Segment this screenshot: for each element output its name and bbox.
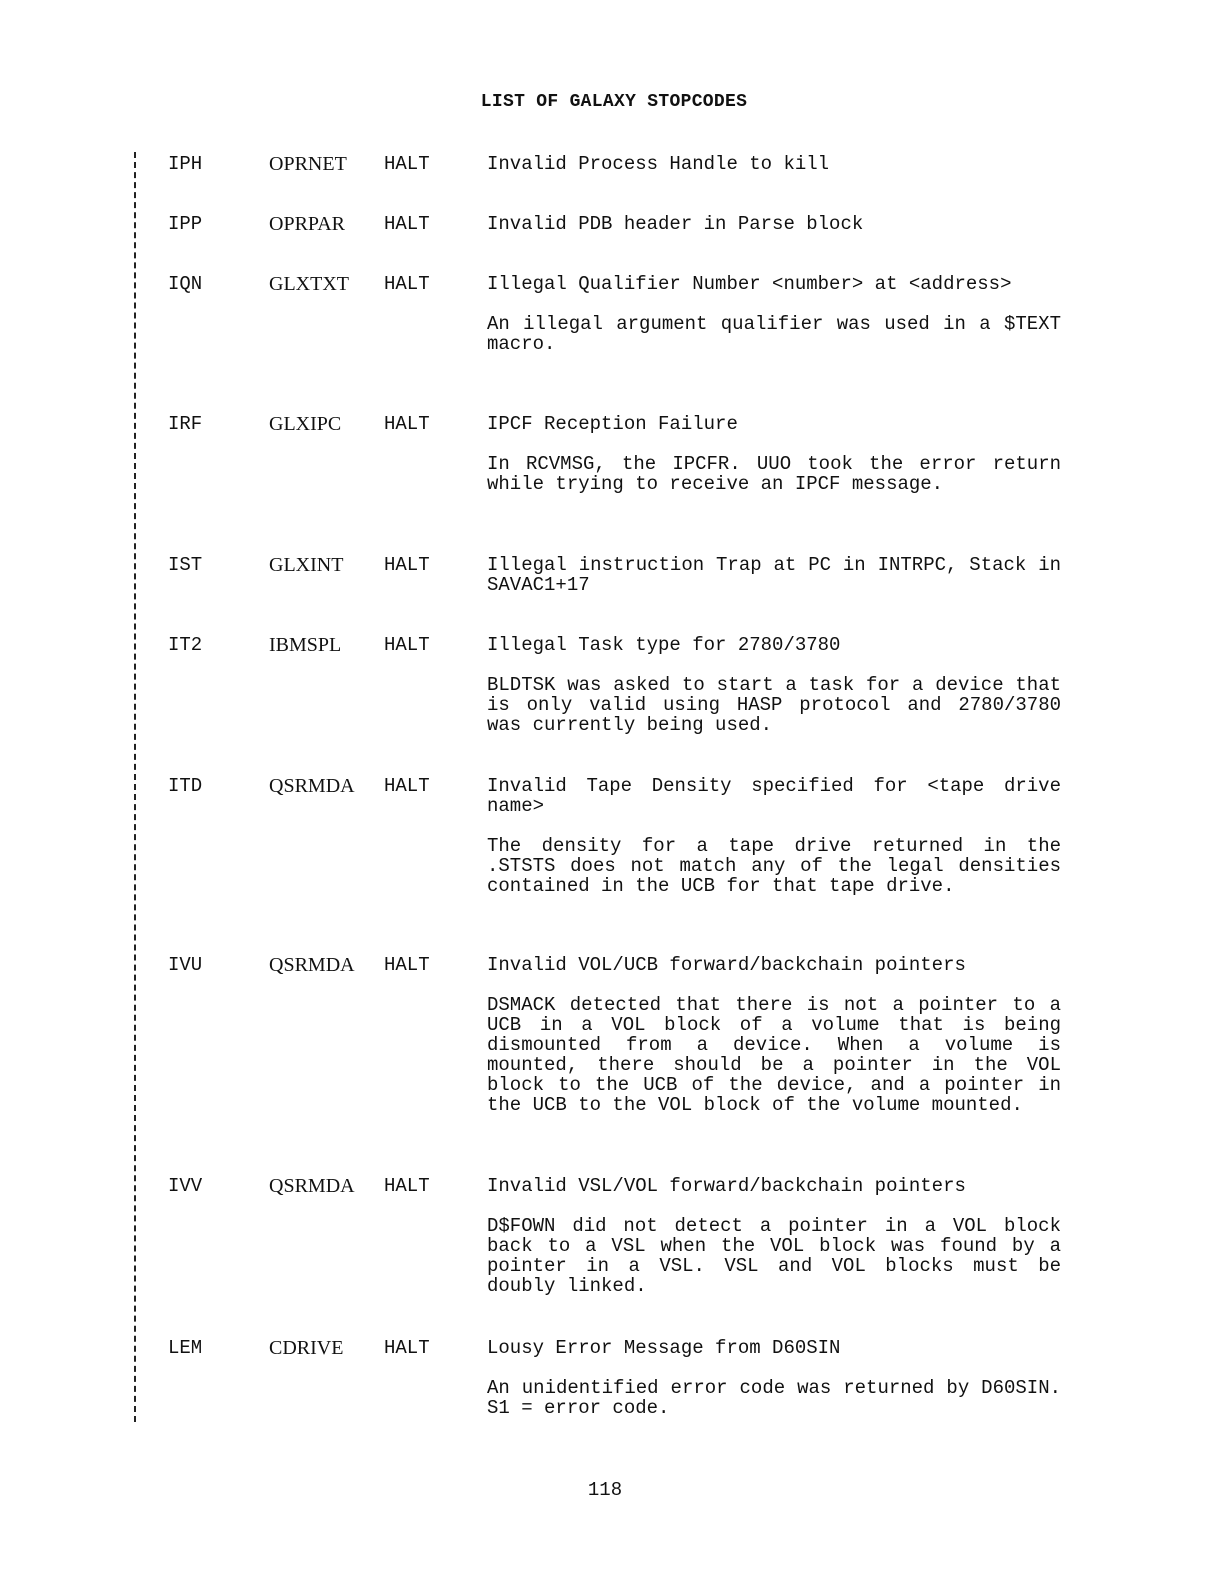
- stopcode-description: [487, 555, 1061, 595]
- description-paragraph: Invalid PDB header in Parse block: [487, 213, 864, 235]
- description-paragraph: Illegal Qualifier Number <number> at <address>: [487, 273, 1012, 295]
- description-paragraph: D$FOWN did not detect a pointer in a VOL block back to a VSL when the VOL block was found by a pointer in a VSL. VSL and VOL blocks must be doubly linked.: [487, 1215, 1061, 1297]
- description-paragraph: Invalid Tape Density specified for <tape drive name>: [487, 775, 1061, 817]
- description-paragraph: The density for a tape drive returned in the .STSTS does not match any of the legal densities contained in the UCB for that tape drive.: [487, 835, 1061, 897]
- stopcode-module: GLXINT: [269, 554, 344, 576]
- stopcode-action: HALT: [384, 1175, 430, 1197]
- description-paragraph: Illegal Task type for 2780/3780: [487, 634, 841, 656]
- description-paragraph: DSMACK detected that there is not a pointer to a UCB in a VOL block of a volume that is being dismounted from a device. When a volume is mounted, there should be a pointer in the VOL block to the UCB of the device, and a pointer in the UCB to the VOL block of the volume mounted.: [487, 994, 1061, 1116]
- description-paragraph: In RCVMSG, the IPCFR. UUO took the error return while trying to receive an IPCF message.: [487, 453, 1061, 495]
- description-paragraph: Invalid Process Handle to kill: [487, 153, 830, 175]
- stopcode-module: QSRMDA: [269, 1175, 355, 1197]
- stopcode-action: HALT: [384, 954, 430, 976]
- stopcode-module: CDRIVE: [269, 1337, 344, 1359]
- stopcode-action: HALT: [384, 554, 430, 576]
- stopcode-code: IRF: [168, 413, 203, 435]
- stopcode-action: HALT: [384, 213, 430, 235]
- stopcode-code: IST: [168, 554, 203, 576]
- stopcode-code: IPH: [168, 153, 203, 175]
- description-paragraph: Invalid VSL/VOL forward/backchain pointers: [487, 1175, 966, 1197]
- stopcode-action: HALT: [384, 153, 430, 175]
- change-bar: [134, 152, 136, 1422]
- page-title: LIST OF GALAXY STOPCODES: [480, 92, 748, 112]
- page-number: 118: [587, 1479, 623, 1501]
- description-paragraph: IPCF Reception Failure: [487, 413, 738, 435]
- stopcode-code: IVV: [168, 1175, 203, 1197]
- description-paragraph: BLDTSK was asked to start a task for a device that is only valid using HASP protocol and 2780/3780 was currently being used.: [487, 674, 1061, 736]
- stopcode-action: HALT: [384, 634, 430, 656]
- stopcode-action: HALT: [384, 413, 430, 435]
- description-paragraph: An illegal argument qualifier was used in a $TEXT macro.: [487, 313, 1061, 355]
- stopcode-description: [487, 1176, 1061, 1296]
- stopcode-module: GLXIPC: [269, 413, 342, 435]
- description-paragraph: An unidentified error code was returned by D60SIN. S1 = error code.: [487, 1377, 1061, 1419]
- stopcode-description: [487, 1338, 1061, 1418]
- stopcode-code: IVU: [168, 954, 203, 976]
- description-paragraph: Invalid VOL/UCB forward/backchain pointers: [487, 954, 966, 976]
- stopcode-code: IPP: [168, 213, 203, 235]
- stopcode-description: [487, 776, 1061, 896]
- stopcode-module: QSRMDA: [269, 954, 355, 976]
- stopcode-module: IBMSPL: [269, 634, 342, 656]
- stopcode-code: IT2: [168, 634, 203, 656]
- stopcode-module: GLXTXT: [269, 273, 349, 295]
- stopcode-action: HALT: [384, 273, 430, 295]
- description-paragraph: Illegal instruction Trap at PC in INTRPC, Stack in SAVAC1+17: [487, 554, 1061, 596]
- stopcode-description: [487, 214, 1061, 234]
- stopcode-module: OPRNET: [269, 153, 347, 175]
- stopcode-description: [487, 414, 1061, 494]
- stopcode-code: ITD: [168, 775, 203, 797]
- stopcode-description: [487, 154, 1061, 174]
- stopcode-code: IQN: [168, 273, 203, 295]
- description-paragraph: Lousy Error Message from D60SIN: [487, 1337, 841, 1359]
- stopcode-code: LEM: [168, 1337, 203, 1359]
- stopcode-action: HALT: [384, 775, 430, 797]
- stopcode-action: HALT: [384, 1337, 430, 1359]
- stopcode-module: OPRPAR: [269, 213, 345, 235]
- stopcode-description: [487, 635, 1061, 735]
- stopcode-module: QSRMDA: [269, 775, 355, 797]
- stopcode-description: [487, 955, 1061, 1115]
- stopcode-description: [487, 274, 1061, 354]
